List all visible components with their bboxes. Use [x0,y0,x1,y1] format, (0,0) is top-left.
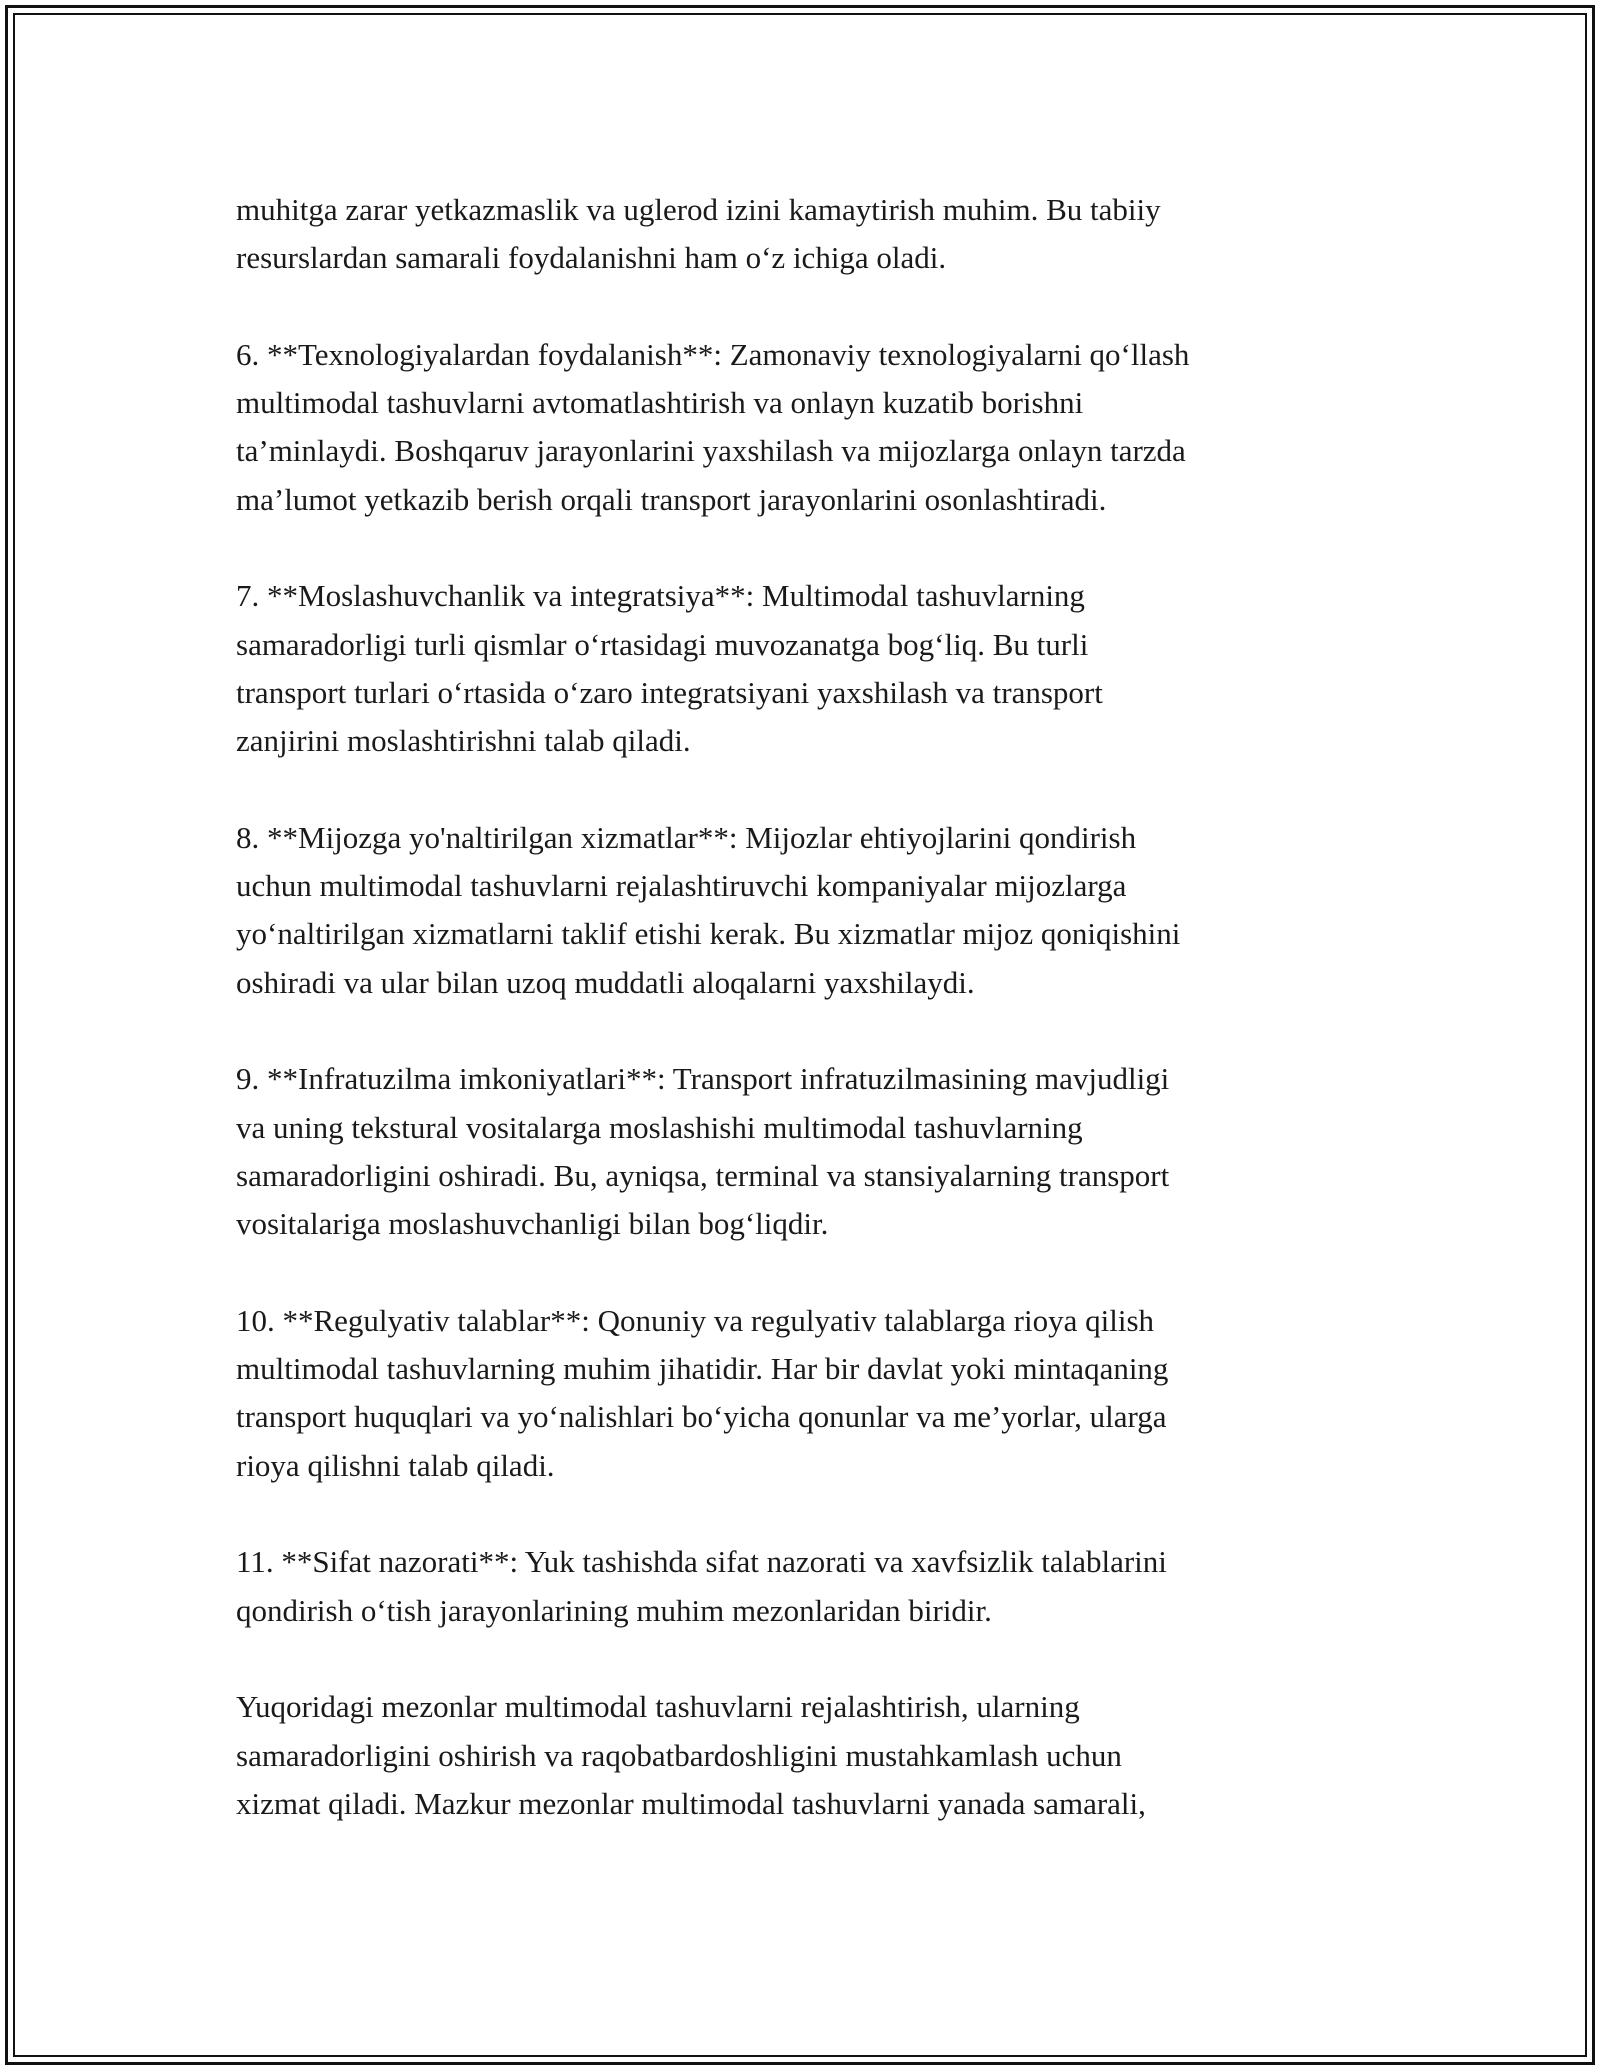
paragraph-item-6: 6. **Texnologiyalardan foydalanish**: Zamonaviy texnologiyalarni qo‘llash multimodal tashuvlarni avtomatlashtirish va onlayn kuzatib borishni ta’minlaydi. Boshqaruv jarayonlarini yaxshilash va mijozlarga onlayn tarzda ma’lumot yetkazib berish orqali transport jarayonlarini osonlashtiradi. [236,336,1190,517]
paragraph-item-7: 7. **Moslashuvchanlik va integratsiya**: Multimodal tashuvlarning samaradorligi turli qismlar o‘rtasidagi muvozanatga bog‘liq. Bu turli transport turlari o‘rtasida o‘zaro integratsiyani yaxshilash va transport zanjirini moslashtirishni talab qiladi. [236,578,1103,759]
paragraph-continuation: muhitga zarar yetkazmaslik va uglerod izini kamaytirish muhim. Bu tabiiy resurslardan samarali foydalanishni ham o‘z ichiga oladi. [236,192,1161,276]
paragraph-item-9: 9. **Infratuzilma imkoniyatlari**: Transport infratuzilmasining mavjudligi va uning tekstural vositalarga moslashishi multimodal tashuvlarning samaradorligini oshiradi. Bu, ayniqsa, terminal va stansiyalarning transport vositalariga moslashuvchanligi bilan bog‘liqdir. [236,1061,1170,1242]
paragraph-conclusion: Yuqoridagi mezonlar multimodal tashuvlarni rejalashtirish, ularning samaradorligini oshirish va raqobatbardoshligini mustahkamlash uchun xizmat qiladi. Mazkur mezonlar multimodal tashuvlarni yanada samarali, [236,1689,1146,1821]
paragraph-item-11: 11. **Sifat nazorati**: Yuk tashishda sifat nazorati va xavfsizlik talablarini qondirish o‘tish jarayonlarining muhim mezonlaridan biridir. [236,1544,1167,1628]
paragraph-item-8: 8. **Mijozga yo'naltirilgan xizmatlar**: Mijozlar ehtiyojlarini qondirish uchun multimodal tashuvlarni rejalashtiruvchi kompaniyalar mijozlarga yo‘naltirilgan xizmatlarni taklif etishi kerak. Bu xizmatlar mijoz qoniqishini oshiradi va ular bilan uzoq muddatli aloqalarni yaxshilaydi. [236,819,1181,1000]
paragraph-item-10: 10. **Regulyativ talablar**: Qonuniy va regulyativ talablarga rioya qilish multimodal tashuvlarning muhim jihatidir. Har bir davlat yoki mintaqaning transport huquqlari va yo‘nalishlari bo‘yicha qonunlar va me’yorlar, ularga rioya qilishni talab qiladi. [236,1302,1169,1483]
document-body [236,186,1416,1828]
